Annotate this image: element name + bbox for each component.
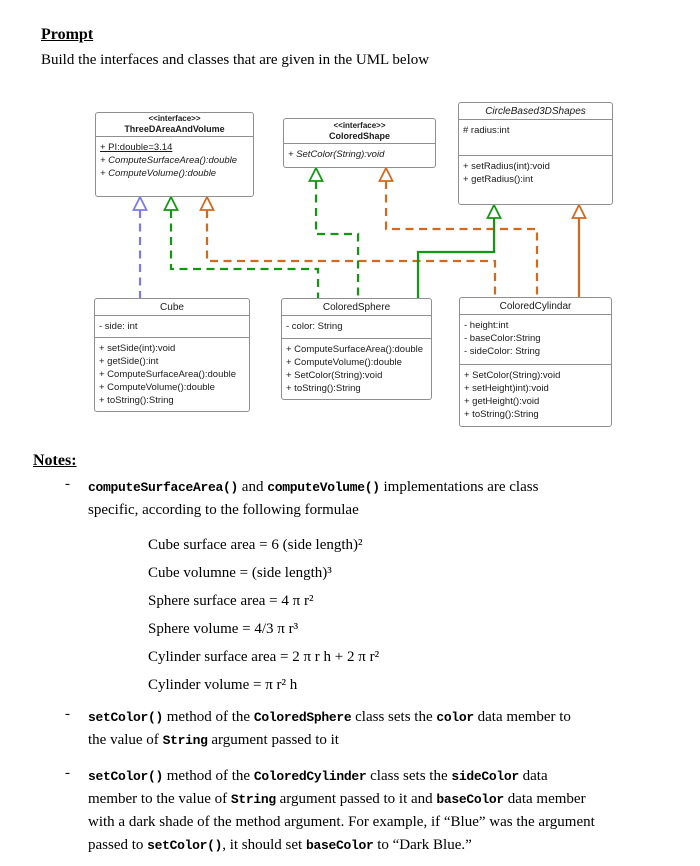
- body-text: passed to: [88, 837, 148, 853]
- uml-class-title: [282, 299, 431, 315]
- arrowhead-ColoredCylindar-to-ColoredShape: [380, 168, 393, 181]
- uml-member: + ComputeVolume():double: [99, 382, 215, 393]
- bullet-text: [88, 706, 665, 752]
- uml-member: + ComputeSurfaceArea():double: [99, 369, 237, 380]
- formula-line: Sphere volume = 4/3 π r³: [148, 621, 299, 637]
- bullet-marker: -: [65, 476, 70, 492]
- uml-class-ColoredShape: [283, 118, 436, 168]
- uml-member: + ComputeVolume():double: [100, 168, 217, 179]
- code-text: String: [230, 792, 276, 807]
- formula-line: Cube volumne = (side length)³: [148, 565, 332, 581]
- uml-class-CircleBased3DShapes: [458, 102, 613, 205]
- uml-class-name: ColoredSphere: [322, 301, 391, 313]
- body-text: with a dark shade of the method argument. For example, if “Blue” was the argument: [88, 814, 595, 830]
- body-text: data member: [503, 791, 586, 807]
- uml-member: + SetColor(String):void: [464, 369, 561, 381]
- uml-compartment: [282, 315, 431, 338]
- code-text: baseColor: [305, 838, 374, 853]
- uml-member: - color: String: [286, 321, 343, 332]
- uml-compartment: [460, 364, 611, 427]
- body-text: and: [238, 479, 268, 495]
- uml-member: + toString():String: [464, 408, 539, 420]
- uml-member: + setSide(int):void: [99, 343, 176, 354]
- uml-class-Cube: [94, 298, 250, 412]
- intro-text: Build the interfaces and classes that are given in the UML below: [41, 52, 430, 68]
- code-text: ColoredSphere: [253, 710, 352, 725]
- code-text: setColor(): [88, 710, 164, 725]
- note-bullet: [65, 476, 665, 522]
- page-title: Prompt: [41, 26, 94, 43]
- bullet-marker: -: [65, 765, 70, 781]
- note-bullet: [65, 706, 665, 752]
- uml-member: + getSide():int: [99, 356, 159, 367]
- formula-list: [148, 531, 683, 699]
- body-text: data: [518, 768, 548, 784]
- uml-stereotype: <<interface>>: [148, 114, 201, 123]
- arrowhead-ColoredCylindar-to-ThreeDAreaAndVolume: [201, 197, 214, 210]
- uml-class-title: [96, 113, 253, 136]
- connector-ColoredSphere-to-ColoredShape: [316, 181, 358, 298]
- code-text: computeSurfaceArea(): [88, 480, 239, 495]
- body-text: specific, according to the following formulae: [88, 502, 359, 518]
- code-text: ColoredCylinder: [253, 769, 367, 784]
- formula-line: Cylinder surface area = 2 π r h + 2 π r²: [148, 649, 380, 665]
- uml-compartment: [459, 119, 612, 155]
- uml-member: + toString():String: [286, 382, 361, 394]
- uml-class-ColoredSphere: [281, 298, 432, 400]
- body-text: , it should set: [222, 837, 306, 853]
- uml-member: + ComputeSurfaceArea():double: [100, 155, 238, 166]
- uml-member: - height:int: [464, 320, 509, 331]
- uml-compartment: [282, 338, 431, 400]
- code-text: baseColor: [436, 792, 504, 807]
- uml-compartment: [459, 155, 612, 204]
- uml-compartment: [95, 337, 249, 411]
- uml-class-name: ThreeDAreaAndVolume: [124, 124, 225, 134]
- body-text: class sets the: [351, 709, 437, 725]
- body-text: method of the: [163, 709, 254, 725]
- uml-member: - side: int: [99, 321, 138, 332]
- uml-class-title: [459, 103, 612, 119]
- uml-member: - sideColor: String: [464, 346, 541, 357]
- connector-ColoredCylindar-to-ThreeDAreaAndVolume: [207, 210, 495, 297]
- code-text: setColor(): [88, 769, 164, 784]
- formula-line: Cube surface area = 6 (side length)²: [148, 537, 363, 553]
- uml-member: + ComputeVolume():double: [286, 356, 402, 368]
- note-bullet: [65, 765, 665, 857]
- code-text: color: [436, 710, 474, 725]
- body-text: class sets the: [366, 768, 452, 784]
- uml-class-title: [460, 298, 611, 314]
- body-text: to “Dark Blue.”: [373, 837, 472, 853]
- uml-member: + ComputeSurfaceArea():double: [286, 343, 424, 355]
- uml-compartment: [95, 315, 249, 337]
- uml-member: + getHeight():void: [464, 395, 540, 407]
- uml-class-title: [284, 119, 435, 143]
- body-text: method of the: [163, 768, 254, 784]
- body-text: argument passed to it and: [275, 791, 437, 807]
- body-text: member to the value of: [88, 791, 231, 807]
- formula-line: Sphere surface area = 4 π r²: [148, 593, 314, 609]
- uml-member: + PI:double=3.14: [100, 142, 173, 153]
- uml-compartment: [284, 143, 435, 167]
- uml-class-title: [95, 299, 249, 315]
- code-text: sideColor: [451, 769, 519, 784]
- uml-class-ColoredCylindar: [459, 297, 612, 427]
- code-text: String: [162, 733, 208, 748]
- uml-class-name: CircleBased3DShapes: [485, 105, 586, 117]
- uml-compartment: [460, 314, 611, 364]
- notes-heading: Notes:: [33, 452, 77, 469]
- code-text: setColor(): [147, 838, 223, 853]
- uml-class-name: ColoredShape: [328, 130, 390, 141]
- bullet-text: [88, 765, 665, 857]
- body-text: implementations are class: [379, 479, 539, 495]
- arrowhead-ColoredSphere-to-CircleBased3DShapes: [488, 205, 501, 218]
- uml-member: + getRadius():int: [463, 174, 533, 185]
- uml-member: # radius:int: [463, 125, 510, 136]
- arrowhead-ColoredCylindar-to-CircleBased3DShapes: [573, 205, 586, 218]
- arrowhead-ColoredSphere-to-ColoredShape: [310, 168, 323, 181]
- uml-member: + SetColor(String):void: [288, 149, 385, 160]
- uml-member: + setRadius(int):void: [463, 161, 550, 172]
- body-text: data member to: [473, 709, 571, 725]
- uml-member: + SetColor(String):void: [286, 369, 383, 381]
- body-text: the value of: [88, 732, 163, 748]
- connector-ColoredSphere-to-ThreeDAreaAndVolume: [171, 210, 318, 298]
- bullet-text: [88, 476, 665, 522]
- uml-stereotype: <<interface>>: [333, 120, 386, 130]
- formula-line: Cylinder volume = π r² h: [148, 677, 298, 693]
- uml-member: - baseColor:String: [464, 333, 541, 344]
- uml-compartment: [96, 136, 253, 196]
- notes-body: [33, 476, 683, 857]
- arrowhead-ColoredSphere-to-ThreeDAreaAndVolume: [165, 197, 178, 210]
- body-text: argument passed to it: [207, 732, 339, 748]
- connector-ColoredSphere-to-CircleBased3DShapes: [418, 218, 494, 298]
- uml-class-name: Cube: [160, 301, 184, 313]
- code-text: computeVolume(): [267, 480, 380, 495]
- bullet-marker: -: [65, 706, 70, 722]
- uml-class-name: ColoredCylindar: [499, 300, 572, 312]
- uml-member: + setHeight)int):void: [464, 382, 549, 394]
- uml-member: + toString():String: [99, 395, 174, 406]
- uml-class-ThreeDAreaAndVolume: [95, 112, 254, 197]
- arrowhead-Cube-to-ThreeDAreaAndVolume: [134, 197, 147, 210]
